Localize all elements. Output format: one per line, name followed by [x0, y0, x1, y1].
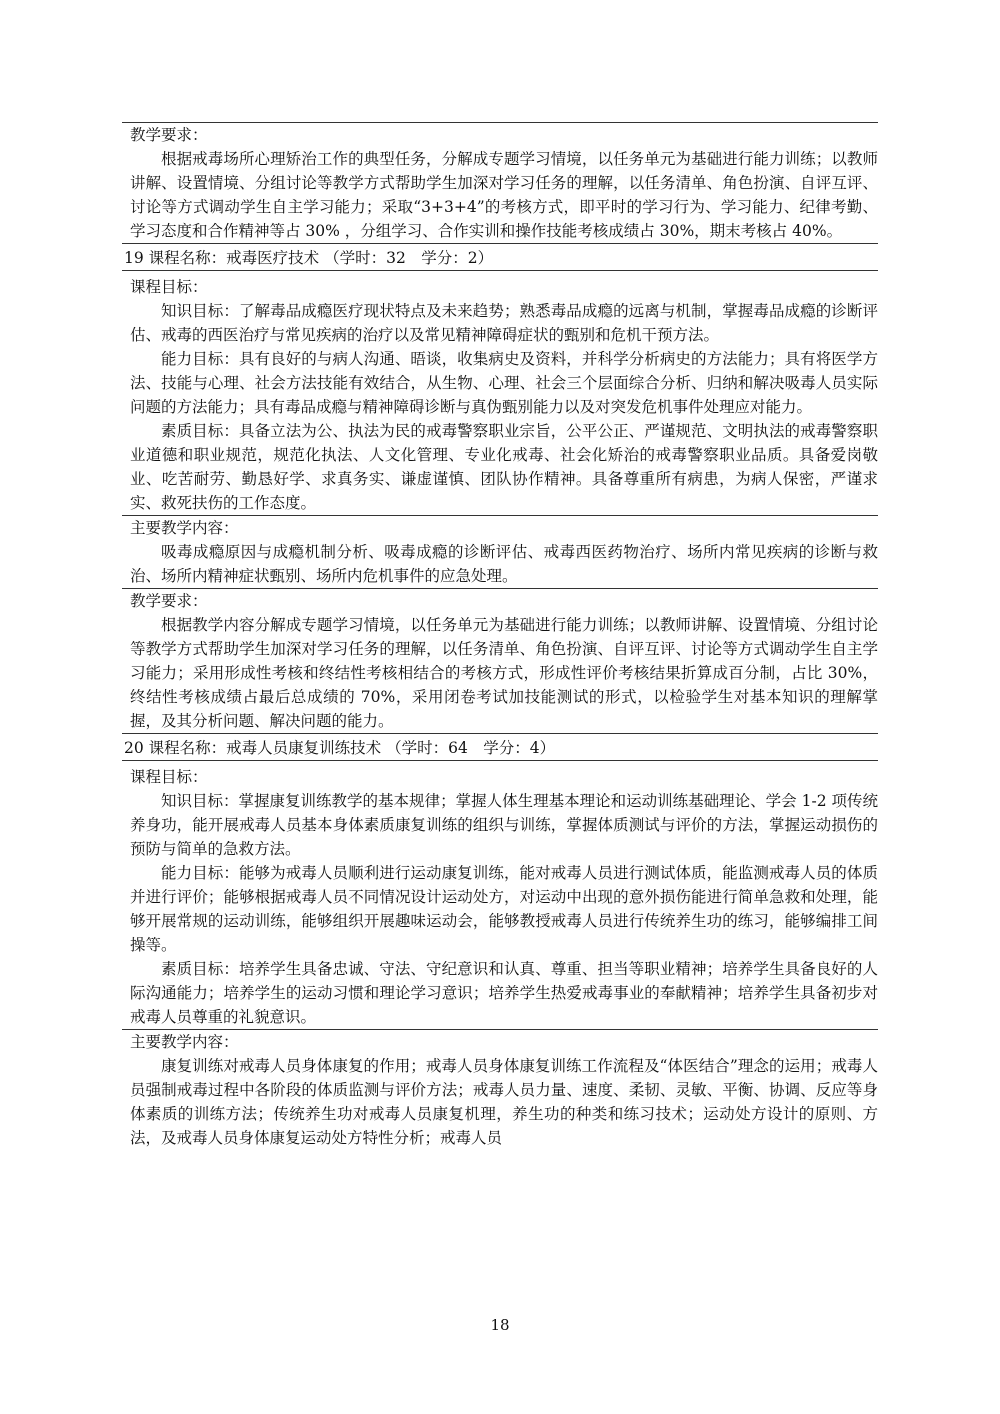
paragraph: 吸毒成瘾原因与成瘾机制分析、吸毒成瘾的诊断评估、戒毒西医药物治疗、场所内常见疾病的诊断与救治、场所内精神症状甄别、场所内危机事件的应急处理。 — [130, 543, 878, 585]
section-heading-main-content: 主要教学内容： — [130, 1033, 239, 1051]
paragraph: 知识目标：了解毒品成瘾医疗现状特点及未来趋势；熟悉毒品成瘾的远离与机制，掌握毒品成瘾的诊断评估、戒毒的西医治疗与常见疾病的治疗以及常见精神障碍症状的甄别和危机干预方法。 — [130, 302, 878, 344]
paragraph: 素质目标：培养学生具备忠诚、守法、守纪意识和认真、尊重、担当等职业精神；培养学生具备良好的人际沟通能力；培养学生的运动习惯和理论学习意识；培养学生热爱戒毒事业的奉献精神；培养学生具备初步对戒毒人员尊重的礼貌意识。 — [130, 960, 878, 1026]
section-heading-teaching-requirements: 教学要求： — [130, 126, 208, 144]
paragraph: 根据戒毒场所心理矫治工作的典型任务，分解成专题学习情境，以任务单元为基础进行能力训练；以教师讲解、设置情境、分组讨论等教学方式帮助学生加深对学习任务的理解，以任务清单、角色扮演、自评互评、讨论等方式调动学生自主学习能力；采取“3+3+4”的考核方式，即平时的学习行为、学习能力、纪律考勤、学习态度和合作精神等占 30% ，分组学习、合作实训和操作技能考核成绩占 30%，期末考核占 40%。 — [130, 150, 878, 240]
course-title-20: 20 课程名称：戒毒人员康复训练技术 （学时：64 学分：4） — [124, 739, 556, 757]
section-heading-course-objectives: 课程目标： — [130, 768, 208, 786]
section-heading-course-objectives: 课程目标： — [130, 278, 208, 296]
page-content — [122, 122, 878, 1150]
paragraph: 知识目标：掌握康复训练教学的基本规律；掌握人体生理基本理论和运动训练基础理论、学会 1-2 项传统养身功，能开展戒毒人员基本身体素质康复训练的组织与训练，掌握体质测试与评价的方法，掌握运动损伤的预防与简单的急救方法。 — [130, 792, 878, 858]
section-heading-teaching-requirements: 教学要求： — [130, 592, 208, 610]
course-title-19: 19 课程名称：戒毒医疗技术 （学时：32 学分：2） — [124, 249, 494, 267]
section-heading-main-content: 主要教学内容： — [130, 519, 239, 537]
paragraph: 素质目标：具备立法为公、执法为民的戒毒警察职业宗旨，公平公正、严谨规范、文明执法的戒毒警察职业道德和职业规范，规范化执法、人文化管理、专业化戒毒、社会化矫治的戒毒警察职业品质。具备爱岗敬业、吃苦耐劳、勤恳好学、求真务实、谦虚谨慎、团队协作精神。具备尊重所有病患，为病人保密，严谨求实、救死扶伤的工作态度。 — [130, 422, 878, 512]
paragraph: 根据教学内容分解成专题学习情境，以任务单元为基础进行能力训练；以教师讲解、设置情境、分组讨论等教学方式帮助学生加深对学习任务的理解，以任务清单、角色扮演、自评互评、讨论等方式调动学生自主学习能力；采用形成性考核和终结性考核相结合的考核方式，形成性评价考核结果折算成百分制，占比 30%，终结性考核成绩占最后总成绩的 70%，采用闭卷考试加技能测试的形式，以检验学生对基本知识的理解掌握，及其分析问题、解决问题的能力。 — [130, 616, 878, 730]
paragraph: 能力目标：能够为戒毒人员顺利进行运动康复训练，能对戒毒人员进行测试体质，能监测戒毒人员的体质并进行评价；能够根据戒毒人员不同情况设计运动处方，对运动中出现的意外损伤能进行简单急救和处理，能够开展常规的运动训练，能够组织开展趣味运动会，能够教授戒毒人员进行传统养生功的练习，能够编排工间操等。 — [130, 864, 878, 954]
paragraph: 能力目标：具有良好的与病人沟通、晤谈，收集病史及资料，并科学分析病史的方法能力；具有将医学方法、技能与心理、社会方法技能有效结合，从生物、心理、社会三个层面综合分析、归纳和解决吸毒人员实际问题的方法能力；具有毒品成瘾与精神障碍诊断与真伪甄别能力以及对突发危机事件处理应对能力。 — [130, 350, 878, 416]
page-number: 18 — [490, 1316, 510, 1334]
paragraph: 康复训练对戒毒人员身体康复的作用；戒毒人员身体康复训练工作流程及“体医结合”理念的运用；戒毒人员强制戒毒过程中各阶段的体质监测与评价方法；戒毒人员力量、速度、柔韧、灵敏、平衡、协调、反应等身体素质的训练方法；传统养生功对戒毒人员康复机理，养生功的种类和练习技术；运动处方设计的原则、方法，及戒毒人员身体康复运动处方特性分析；戒毒人员 — [130, 1057, 878, 1147]
